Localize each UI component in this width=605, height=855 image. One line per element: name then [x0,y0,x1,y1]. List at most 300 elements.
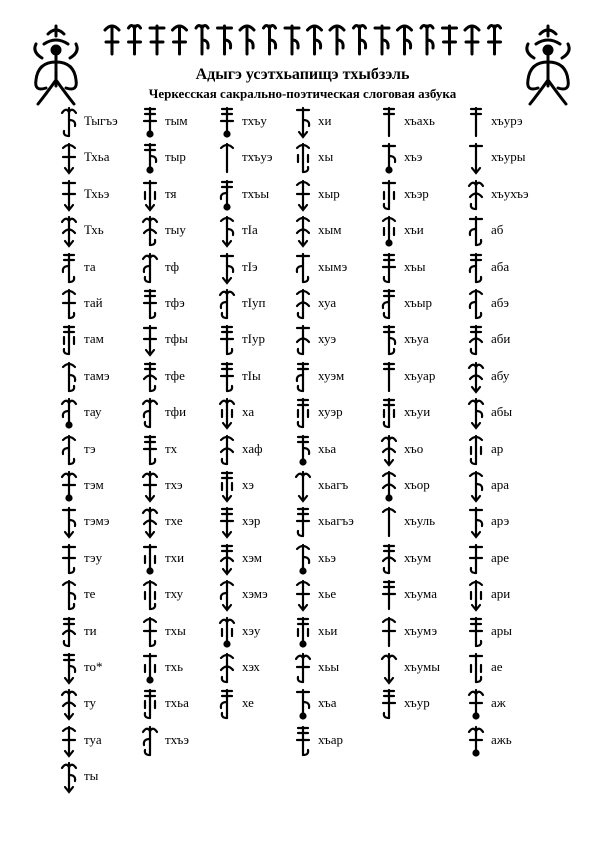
syllable-cell [465,614,553,650]
syllable-cell [58,504,146,540]
syllable-glyph-icon [216,213,238,249]
syllable-label: хьагъ [318,477,349,492]
syllable-label: тя [165,185,177,201]
syllable-cell [292,468,380,504]
syllable-glyph-icon [292,395,314,431]
syllable-label: та [84,258,96,274]
syllable-cell [378,614,466,650]
syllable-cell [216,650,304,686]
syllable-cell [216,577,304,613]
syllable-cell [139,286,227,322]
syllable-cell [465,468,553,504]
syllable-label: ажь [491,731,512,747]
syllable-label: хъо [404,440,424,456]
syllable-glyph-icon [292,177,314,213]
syllable-cell [465,104,553,140]
syllable-glyph-icon [139,686,161,722]
syllable-cell [292,686,380,722]
syllable-glyph-icon [465,468,487,504]
syllable-cell [465,577,553,613]
syllable-label: тхь [165,659,184,674]
syllable-cell [58,468,146,504]
syllable-label: ты [84,768,99,784]
syllable-cell [378,322,466,358]
syllable-label: тхе [165,513,183,529]
syllable-cell [292,250,380,286]
syllable-cell [378,432,466,468]
syllable-label: Тхь [84,222,104,238]
syllable-label: тIа [242,222,258,238]
syllable-glyph-icon [58,541,80,577]
syllable-label: хъуи [404,404,431,420]
syllable-glyph-icon [292,140,314,176]
syllable-cell [139,504,227,540]
syllable-glyph-icon [378,686,400,722]
syllable-glyph-icon [465,286,487,322]
syllable-glyph-icon [139,504,161,540]
syllable-glyph-icon [58,359,80,395]
syllable-label: хъуры [491,149,526,165]
syllable-cell [292,504,380,540]
syllable-cell [139,686,227,722]
syllable-label: хуэ [318,331,337,347]
syllable-cell [58,432,146,468]
syllable-glyph-icon [378,177,400,213]
syllable-cell [58,614,146,650]
syllable-label: хэх [242,659,260,674]
syllable-label: хъуль [404,513,436,529]
syllable-glyph-icon [378,104,400,140]
syllable-cell [216,432,304,468]
syllable-label: абы [491,404,513,420]
syllable-cell [139,614,227,650]
page-title: Адыгэ усэтхьапищэ тхыбзэль [195,66,410,83]
syllable-label: ае [491,659,503,674]
syllable-label: те [84,586,96,602]
syllable-glyph-icon [292,286,314,322]
syllable-glyph-icon [292,686,314,722]
syllable-label: хъа [318,695,337,711]
syllable-cell [58,541,146,577]
syllable-label: тху [165,586,184,602]
syllable-glyph-icon [58,250,80,286]
syllable-glyph-icon [465,395,487,431]
syllable-glyph-icon [216,104,238,140]
syllable-glyph-icon [216,286,238,322]
syllable-label: ары [491,622,513,638]
syllable-glyph-icon [216,250,238,286]
syllable-label: тфе [165,367,185,383]
syllable-label: тэмэ [84,513,110,529]
syllable-cell [216,177,304,213]
syllable-cell [465,650,553,686]
syllable-cell [292,359,380,395]
syllable-label: тау [84,404,102,420]
syllable-glyph-icon [292,432,314,468]
syllable-cell [465,723,553,759]
syllable-glyph-icon [216,359,238,395]
syllable-label: хэ [242,477,254,492]
syllable-label: хуэр [318,404,343,420]
syllable-glyph-icon [139,250,161,286]
syllable-label: тэм [84,477,104,492]
syllable-cell [58,250,146,286]
syllable-label: аж [491,695,506,711]
syllable-glyph-icon [378,322,400,358]
syllable-glyph-icon [465,177,487,213]
syllable-glyph-icon [58,686,80,722]
syllable-glyph-icon [216,541,238,577]
syllable-glyph-icon [292,468,314,504]
syllable-cell [378,541,466,577]
syllable-label: хъы [404,258,426,274]
syllable-label: тфи [165,404,187,420]
syllable-cell [216,140,304,176]
syllable-cell [378,286,466,322]
syllable-glyph-icon [378,250,400,286]
syllable-glyph-icon [58,177,80,213]
syllable-glyph-icon [292,213,314,249]
page-subtitle: Черкесская сакрально-поэтическая слоговая азбука [148,86,457,101]
syllable-cell [139,213,227,249]
syllable-cell [139,577,227,613]
syllable-glyph-icon [216,395,238,431]
syllable-cell [292,140,380,176]
syllable-label: ту [84,695,97,711]
syllable-glyph-icon [216,650,238,686]
syllable-glyph-icon [139,432,161,468]
syllable-label: аб [491,222,504,238]
syllable-cell [216,286,304,322]
syllable-label: хе [242,695,254,711]
syllable-glyph-icon [216,432,238,468]
syllable-cell [378,177,466,213]
syllable-cell [465,177,553,213]
syllable-cell [58,104,146,140]
syllable-label: тэ [84,440,96,456]
syllable-label: хъэ [404,149,423,165]
syllable-label: хьэ [318,549,337,565]
syllable-glyph-icon [292,577,314,613]
syllable-cell [465,286,553,322]
syllable-glyph-icon [58,577,80,613]
syllable-cell [58,322,146,358]
syllable-cell [139,359,227,395]
syllable-cell [378,650,466,686]
syllable-cell [465,541,553,577]
syllable-glyph-icon [216,686,238,722]
syllable-label: хъахь [404,113,435,128]
syllable-cell [139,104,227,140]
syllable-label: Тхьэ [84,185,110,201]
syllable-cell [139,140,227,176]
syllable-label: хье [318,586,337,602]
syllable-glyph-icon [465,650,487,686]
syllable-cell [465,432,553,468]
syllable-cell [292,322,380,358]
syllable-label: абу [491,367,510,383]
syllable-cell [58,686,146,722]
syllable-cell [292,395,380,431]
syllable-label: Тхьа [84,149,110,165]
syllable-glyph-icon [465,432,487,468]
syllable-label: тыу [165,222,186,238]
syllable-label: хым [318,222,342,238]
syllable-cell [216,250,304,286]
syllable-glyph-icon [465,140,487,176]
syllable-label: тфэ [165,295,185,310]
syllable-label: тхьа [165,695,189,711]
syllable-cell [58,359,146,395]
syllable-label: аби [491,331,511,347]
syllable-glyph-icon [58,468,80,504]
syllable-glyph-icon [139,468,161,504]
syllable-cell [139,395,227,431]
syllable-glyph-icon [139,359,161,395]
syllable-cell [465,504,553,540]
syllable-label: хэу [242,622,261,638]
syllable-cell [139,432,227,468]
syllable-glyph-icon [465,541,487,577]
syllable-label: тхы [165,622,186,638]
syllable-cell [216,104,304,140]
syllable-glyph-icon [378,395,400,431]
syllable-glyph-icon [139,286,161,322]
syllable-cell [292,650,380,686]
syllable-label: тх [165,440,178,456]
syllable-glyph-icon [216,140,238,176]
syllable-label: хъуар [404,367,436,383]
syllable-glyph-icon [139,322,161,358]
syllable-glyph-icon [58,395,80,431]
syllable-glyph-icon [139,104,161,140]
syllable-glyph-icon [378,504,400,540]
syllable-cell [139,541,227,577]
syllable-label: хьы [318,659,340,674]
syllable-cell [216,468,304,504]
syllable-cell [378,686,466,722]
syllable-glyph-icon [292,250,314,286]
syllable-label: хъи [404,222,424,238]
syllable-glyph-icon [216,177,238,213]
syllable-glyph-icon [378,614,400,650]
syllable-glyph-icon [139,577,161,613]
syllable-cell [139,177,227,213]
syllable-label: хэр [242,513,261,529]
syllable-glyph-icon [139,140,161,176]
syllable-glyph-icon [139,723,161,759]
syllable-glyph-icon [465,213,487,249]
syllable-cell [58,395,146,431]
syllable-label: хъухъэ [491,185,529,201]
syllable-label: тIур [242,331,266,347]
syllable-glyph-icon [465,322,487,358]
syllable-label: тхъу [242,113,267,128]
syllable-label: хи [318,113,332,128]
syllable-label: ара [491,477,510,492]
syllable-glyph-icon [465,577,487,613]
syllable-cell [139,322,227,358]
syllable-cell [465,140,553,176]
syllable-label: тэу [84,549,103,565]
syllable-glyph-icon [216,322,238,358]
syllable-label: хъар [318,731,343,747]
syllable-label: там [84,331,104,347]
syllable-cell [465,250,553,286]
syllable-glyph-icon [465,104,487,140]
syllable-cell [378,577,466,613]
syllable-glyph-icon [378,432,400,468]
syllable-cell [216,213,304,249]
syllable-glyph-icon [378,468,400,504]
syllable-label: ха [242,404,255,420]
syllable-label: туа [84,731,102,747]
syllable-cell [216,541,304,577]
syllable-cell [216,359,304,395]
syllable-glyph-icon [58,504,80,540]
syllable-cell [58,577,146,613]
syllable-label: хъуа [404,331,429,347]
syllable-glyph-icon [58,322,80,358]
syllable-cell [216,322,304,358]
syllable-label: хуа [318,295,337,310]
syllable-glyph-icon [58,614,80,650]
syllable-label: хъума [404,586,437,602]
syllable-label: хуэм [318,367,345,383]
syllable-label: хаф [242,440,263,456]
syllable-label: ти [84,622,97,638]
syllable-cell [465,213,553,249]
syllable-glyph-icon [139,650,161,686]
syllable-glyph-icon [465,504,487,540]
syllable-glyph-icon [378,541,400,577]
syllable-cell [465,359,553,395]
syllable-glyph-icon [292,359,314,395]
syllable-glyph-icon [139,614,161,650]
syllable-glyph-icon [378,286,400,322]
syllable-cell [216,395,304,431]
syllable-cell [58,177,146,213]
syllable-label: тф [165,258,180,274]
syllable-glyph-icon [292,322,314,358]
syllable-label: хьи [318,622,338,638]
syllable-cell [58,650,146,686]
syllable-glyph-icon [378,650,400,686]
syllable-glyph-icon [58,286,80,322]
syllable-label: тыр [165,149,186,165]
syllable-label: хы [318,149,334,165]
syllable-cell [378,140,466,176]
syllable-label: Тыгъэ [84,113,118,128]
syllable-glyph-icon [58,213,80,249]
syllable-glyph-icon [216,614,238,650]
syllable-label: хъыр [404,295,432,310]
syllable-glyph-icon [216,468,238,504]
syllable-glyph-icon [58,723,80,759]
syllable-label: тым [165,113,188,128]
syllable-cell [292,541,380,577]
syllable-grid [0,104,605,844]
syllable-label: то* [84,659,103,674]
syllable-label: аре [491,549,510,565]
syllable-label: хъэр [404,185,429,201]
syllable-glyph-icon [378,359,400,395]
syllable-cell [139,468,227,504]
syllable-label: тIуп [242,295,266,310]
syllable-cell [292,432,380,468]
syllable-label: абэ [491,295,509,310]
syllable-label: хымэ [318,258,348,274]
syllable-cell [216,504,304,540]
syllable-label: хьа [318,440,337,456]
syllable-glyph-icon [292,541,314,577]
syllable-glyph-icon [465,723,487,759]
syllable-cell [465,322,553,358]
syllable-label: тамэ [84,367,110,383]
syllable-glyph-icon [216,577,238,613]
syllable-cell [378,395,466,431]
syllable-glyph-icon [139,395,161,431]
syllable-glyph-icon [139,177,161,213]
syllable-label: тхэ [165,477,183,492]
syllable-cell [465,395,553,431]
syllable-glyph-icon [292,504,314,540]
syllable-cell [378,104,466,140]
syllable-label: хъурэ [491,113,523,128]
syllable-glyph-icon [58,140,80,176]
syllable-cell [58,759,146,795]
syllable-glyph-icon [465,250,487,286]
syllable-cell [292,577,380,613]
syllable-glyph-icon [465,614,487,650]
syllable-label: тхи [165,549,185,565]
syllable-label: арэ [491,513,510,529]
syllable-glyph-icon [292,723,314,759]
syllable-cell [292,614,380,650]
syllable-label: тхъы [242,185,270,201]
syllable-glyph-icon [378,577,400,613]
syllable-label: хъор [404,477,430,492]
syllable-cell [216,686,304,722]
syllable-label: хъум [404,549,432,565]
syllable-cell [378,359,466,395]
syllable-label: ар [491,440,504,456]
syllable-cell [139,723,227,759]
syllable-label: тай [84,295,103,310]
syllable-glyph-icon [139,213,161,249]
syllable-glyph-icon [58,759,80,795]
syllable-cell [292,177,380,213]
syllable-label: хэмэ [242,586,268,602]
syllable-cell [58,140,146,176]
syllable-cell [378,250,466,286]
syllable-cell [139,650,227,686]
syllable-cell [292,723,380,759]
syllable-label: хъумэ [404,622,438,638]
syllable-label: тIы [242,367,261,383]
syllable-cell [139,250,227,286]
syllable-glyph-icon [292,650,314,686]
syllable-cell [292,104,380,140]
syllable-glyph-icon [378,140,400,176]
syllable-cell [216,614,304,650]
syllable-label: хэм [242,549,263,565]
syllable-cell [292,213,380,249]
syllable-glyph-icon [292,104,314,140]
syllable-glyph-icon [465,359,487,395]
syllable-label: хъумы [404,659,441,674]
syllable-glyph-icon [139,541,161,577]
